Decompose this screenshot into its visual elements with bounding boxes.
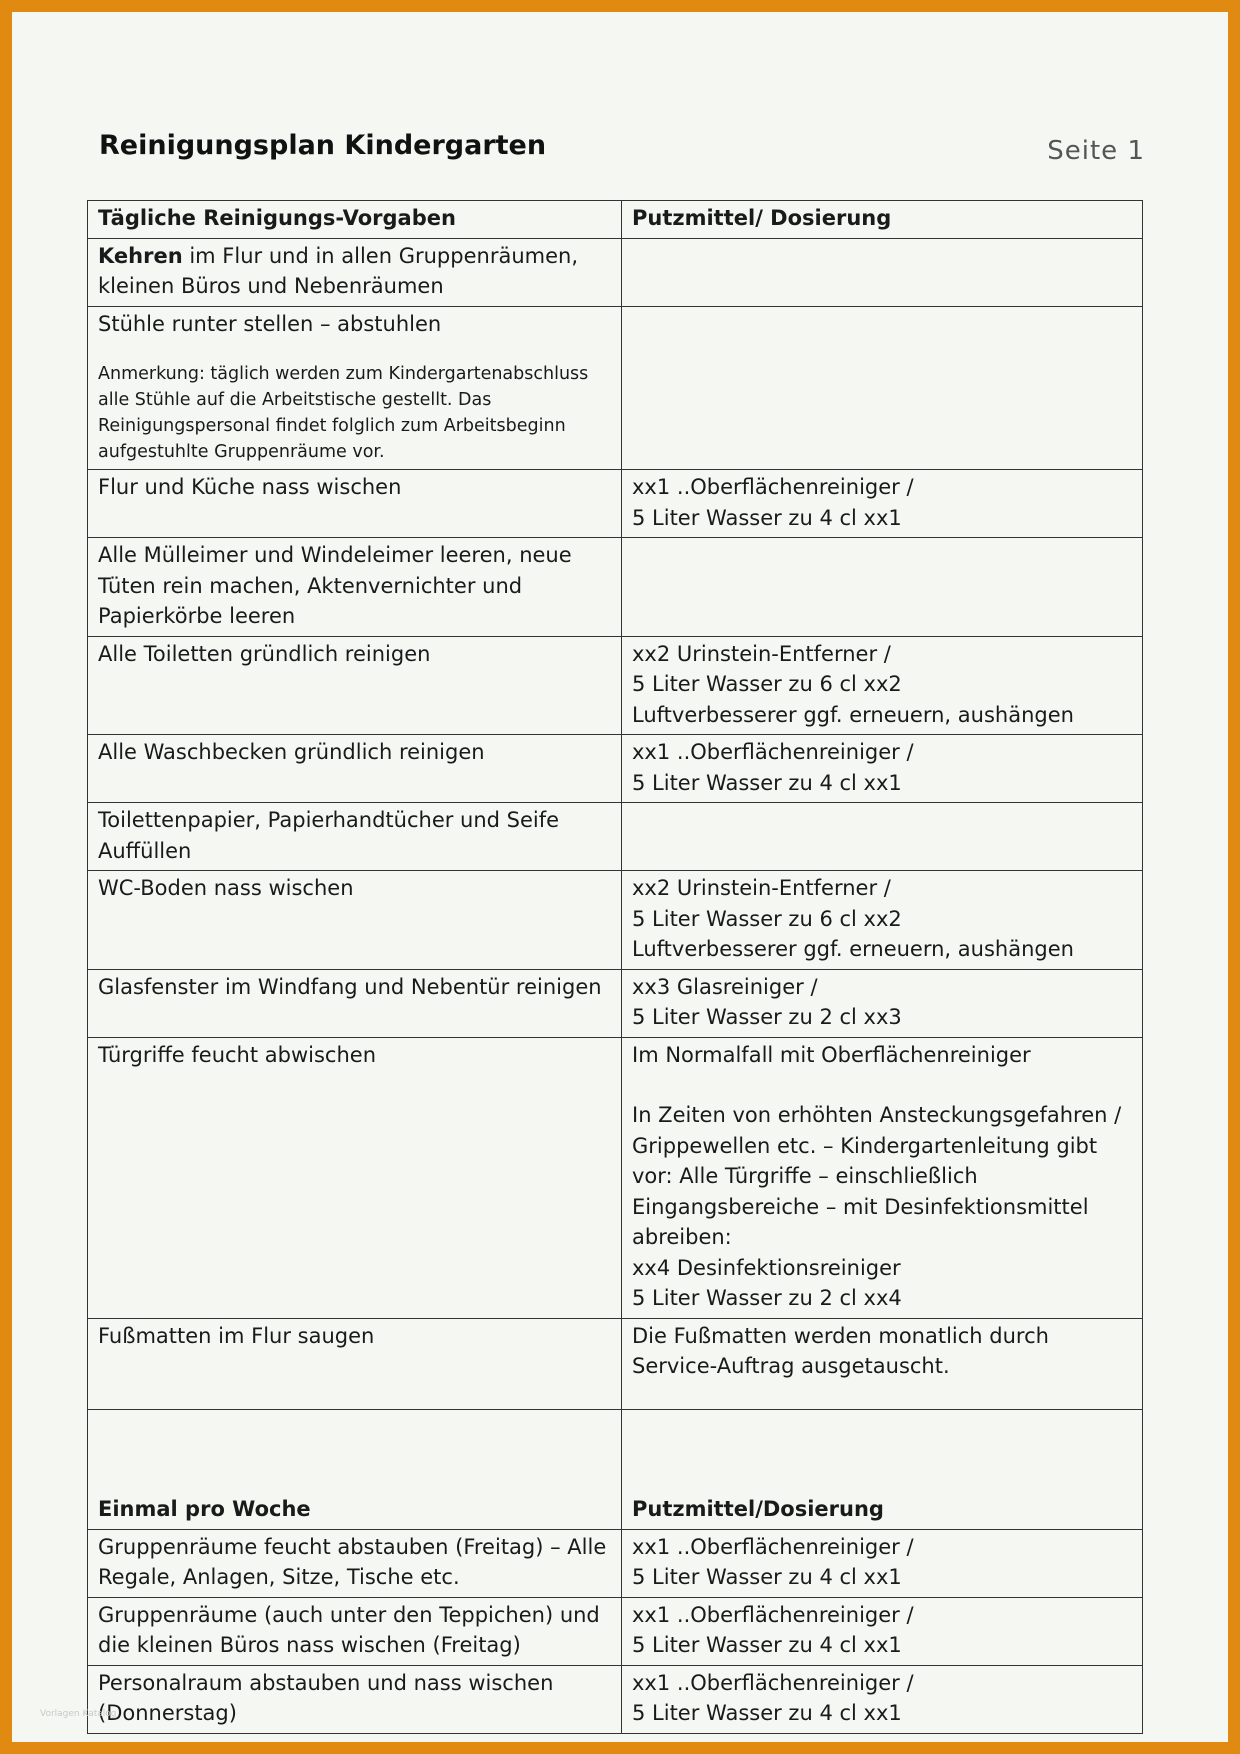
agent-cell <box>622 1665 1143 1733</box>
paragraph-gap <box>632 1070 1132 1100</box>
agent-line: 5 Liter Wasser zu 6 cl xx2 <box>632 906 902 931</box>
task-cell <box>88 969 622 1037</box>
agent-line: In Zeiten von erhöhten Ansteckungsgefahren / Grippewellen etc. – Kindergartenleitung gibt vor: Alle Türgriffe – einschließlich Eingangsbereiche – mit Desinfektionsmittel abreiben: <box>632 1103 1122 1249</box>
task-text: Stühle runter stellen – abstuhlen <box>98 311 442 336</box>
task-cell <box>88 238 622 306</box>
table-row <box>88 1529 1143 1597</box>
agent-cell <box>622 969 1143 1037</box>
agent-cell <box>622 1037 1143 1318</box>
table-row <box>88 470 1143 538</box>
weekly-header-cell <box>88 1409 622 1529</box>
table-row <box>88 1037 1143 1318</box>
column-header: Putzmittel/ Dosierung <box>632 206 892 230</box>
agent-line: Im Normalfall mit Oberflächenreiniger <box>632 1042 1031 1067</box>
agent-line: Die Fußmatten werden monatlich durch Service-Auftrag ausgetauscht. <box>632 1323 1049 1378</box>
agent-line: 5 Liter Wasser zu 4 cl xx1 <box>632 770 902 795</box>
agent-cell <box>622 470 1143 538</box>
task-text: Toilettenpapier, Papierhandtücher und Seife Auffüllen <box>98 808 560 863</box>
task-cell <box>88 306 622 470</box>
task-cell <box>88 803 622 871</box>
task-text: WC-Boden nass wischen <box>98 876 354 900</box>
agent-cell <box>622 803 1143 871</box>
page-number: Seite 1 <box>1047 136 1145 166</box>
task-cell <box>88 538 622 637</box>
task-text: Türgriffe feucht abwischen <box>98 1042 377 1067</box>
task-text: Fußmatten im Flur saugen <box>98 1323 375 1348</box>
agent-line: 5 Liter Wasser zu 4 cl xx1 <box>632 505 902 530</box>
agent-line: Luftverbesserer ggf. erneuern, aushängen <box>632 702 1074 727</box>
document-title: Reinigungsplan Kindergarten <box>99 130 547 161</box>
table-row <box>88 1318 1143 1409</box>
table-row <box>88 803 1143 871</box>
task-cell <box>88 470 622 538</box>
task-text: Personalraum abstauben und nass wischen (Donnerstag) <box>98 1670 554 1725</box>
task-cell <box>88 1529 622 1597</box>
daily-header-row <box>88 201 1143 239</box>
task-note: Anmerkung: täglich werden zum Kindergartenabschluss alle Stühle auf die Arbeitstische gestellt. Das Reinigungspersonal findet folglich zum Arbeitsbeginn aufgestuhlte Gruppenräume vor. <box>98 364 589 462</box>
agent-line: Luftverbesserer ggf. erneuern, aushängen <box>632 937 1074 961</box>
agent-line: 5 Liter Wasser zu 4 cl xx1 <box>632 1701 902 1725</box>
task-cell <box>88 636 622 735</box>
agent-line: 5 Liter Wasser zu 4 cl xx1 <box>632 1633 902 1657</box>
agent-cell <box>622 538 1143 637</box>
task-text: Alle Waschbecken gründlich reinigen <box>98 740 485 764</box>
task-cell <box>88 735 622 803</box>
daily-header-cell <box>622 201 1143 239</box>
agent-line: xx2 Urinstein-Entferner / <box>632 876 891 900</box>
task-text: Gruppenräume (auch unter den Teppichen) und die kleinen Büros nass wischen (Freitag) <box>98 1602 600 1657</box>
agent-line: xx4 Desinfektionsreiniger <box>632 1255 901 1280</box>
task-text: Alle Toiletten gründlich reinigen <box>98 641 431 666</box>
agent-line: xx2 Urinstein-Entferner / <box>632 641 891 666</box>
agent-cell <box>622 636 1143 735</box>
task-text: Alle Mülleimer und Windeleimer leeren, neue Tüten rein machen, Aktenvernichter und Papierkörbe leeren <box>98 543 572 628</box>
agent-line: xx1 ..Oberflächenreiniger / <box>632 740 914 764</box>
agent-line: xx1 ..Oberflächenreiniger / <box>632 1602 914 1627</box>
agent-line: xx1 ..Oberflächenreiniger / <box>632 1670 914 1695</box>
table-row <box>88 871 1143 970</box>
agent-line: 5 Liter Wasser zu 2 cl xx3 <box>632 1005 902 1029</box>
agent-line: xx3 Glasreiniger / <box>632 974 818 999</box>
table-row <box>88 238 1143 306</box>
weekly-header-row <box>88 1409 1143 1529</box>
agent-line: xx1 ..Oberflächenreiniger / <box>632 475 914 499</box>
agent-line: 5 Liter Wasser zu 6 cl xx2 <box>632 672 902 696</box>
agent-cell <box>622 1597 1143 1665</box>
table-row <box>88 1665 1143 1733</box>
task-text: Glasfenster im Windfang und Nebentür reinigen <box>98 974 602 999</box>
agent-cell <box>622 306 1143 470</box>
document-page <box>12 12 1228 1742</box>
agent-cell <box>622 871 1143 970</box>
watermark: Vorlagen Katalog <box>40 1709 117 1719</box>
table-row <box>88 306 1143 470</box>
agent-line: 5 Liter Wasser zu 4 cl xx1 <box>632 1565 902 1589</box>
agent-cell <box>622 1529 1143 1597</box>
task-text: Gruppenräume feucht abstauben (Freitag) – Alle Regale, Anlagen, Sitze, Tische etc. <box>98 1534 607 1589</box>
table-row <box>88 1597 1143 1665</box>
task-cell <box>88 1597 622 1665</box>
agent-cell <box>622 1318 1143 1409</box>
agent-line: 5 Liter Wasser zu 2 cl xx4 <box>632 1286 902 1310</box>
column-header: Putzmittel/Dosierung <box>632 1497 884 1521</box>
daily-header-cell <box>88 201 622 239</box>
column-header: Tägliche Reinigungs-Vorgaben <box>98 206 456 230</box>
table-row <box>88 969 1143 1037</box>
task-cell <box>88 1037 622 1318</box>
task-keyword: Kehren <box>98 243 183 268</box>
table-row <box>88 636 1143 735</box>
task-text: im Flur und in allen Gruppenräumen, kleinen Büros und Nebenräumen <box>98 243 578 298</box>
table-row <box>88 538 1143 637</box>
task-cell <box>88 871 622 970</box>
task-text: Flur und Küche nass wischen <box>98 475 402 499</box>
table-row <box>88 735 1143 803</box>
task-cell <box>88 1318 622 1409</box>
weekly-header-cell <box>622 1409 1143 1529</box>
cleaning-plan-table <box>87 200 1143 1734</box>
agent-cell <box>622 238 1143 306</box>
task-cell <box>88 1665 622 1733</box>
column-header: Einmal pro Woche <box>98 1497 311 1521</box>
agent-cell <box>622 735 1143 803</box>
agent-line: xx1 ..Oberflächenreiniger / <box>632 1534 914 1559</box>
